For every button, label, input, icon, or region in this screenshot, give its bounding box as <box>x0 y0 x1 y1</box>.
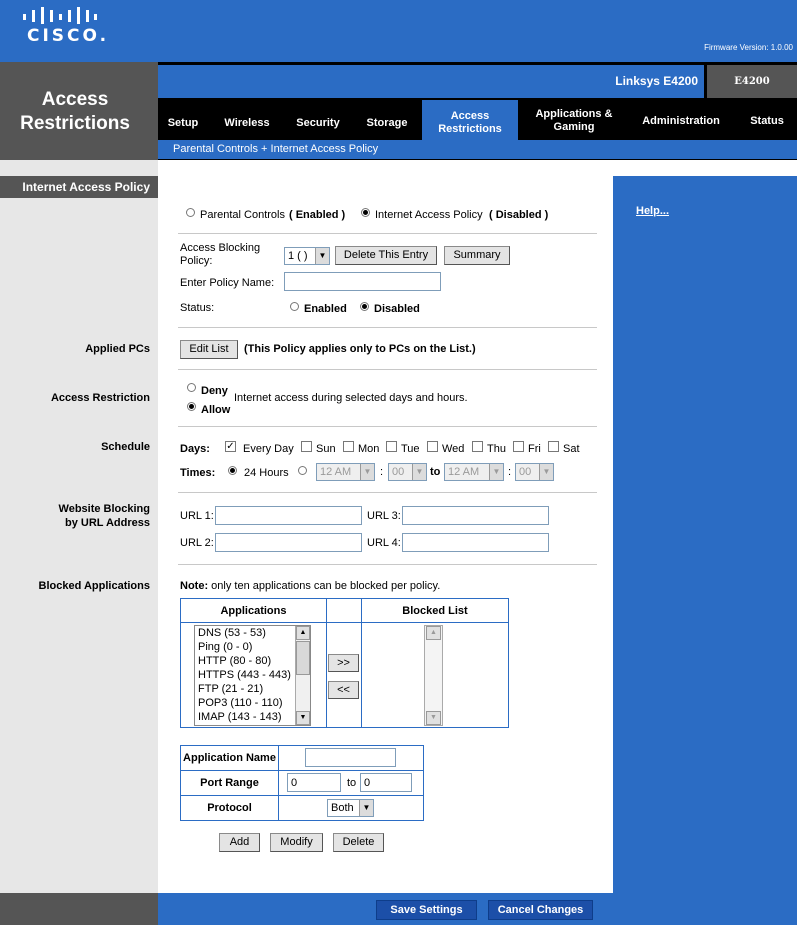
allow-label: Allow <box>201 404 231 416</box>
24-hours-label: 24 Hours <box>244 467 289 479</box>
to-hour-value: 12 AM <box>448 466 480 478</box>
url3-label: URL 3: <box>367 510 401 522</box>
model-code: E4200 <box>707 65 797 98</box>
url1-label: URL 1: <box>180 510 214 522</box>
add-to-blocked-button[interactable]: >> <box>328 654 359 672</box>
24-hours-radio[interactable] <box>228 466 237 475</box>
note-prefix: Note: <box>180 580 209 592</box>
chevron-down-icon: ▼ <box>315 248 329 264</box>
tab-storage[interactable]: Storage <box>366 116 408 129</box>
every-day-label: Every Day <box>243 443 294 455</box>
time-range-radio[interactable] <box>298 466 307 475</box>
access-blocking-policy-label-line2: Policy: <box>180 255 213 267</box>
blocked-list-scrollbar[interactable] <box>424 625 443 726</box>
scroll-up-icon[interactable]: ▲ <box>296 626 310 640</box>
fri-checkbox[interactable] <box>513 441 524 452</box>
access-blocking-policy-label-line1: Access Blocking <box>180 242 261 254</box>
status-enabled-label: Enabled <box>304 303 347 315</box>
divider <box>178 564 597 565</box>
thu-label: Thu <box>487 443 506 455</box>
mon-checkbox[interactable] <box>343 441 354 452</box>
blocked-list-header: Blocked List <box>402 605 468 617</box>
list-item[interactable]: FTP (21 - 21) <box>198 683 264 695</box>
access-blocking-policy-select[interactable] <box>284 247 330 265</box>
cisco-logo-text: CISCO. <box>27 26 110 46</box>
scroll-down-icon[interactable]: ▼ <box>426 711 441 725</box>
subnav-item-parental-internet[interactable]: Parental Controls + Internet Access Policy <box>173 143 379 155</box>
tab-administration[interactable]: Administration <box>642 114 720 127</box>
protocol-select[interactable] <box>327 799 374 817</box>
scrollbar-thumb[interactable] <box>296 641 310 675</box>
to-hour-select[interactable] <box>444 463 504 481</box>
application-name-input[interactable] <box>305 748 396 767</box>
applied-pcs-note: (This Policy applies only to PCs on the List.) <box>244 343 476 355</box>
table-divider <box>180 622 509 623</box>
applications-header: Applications <box>220 605 287 617</box>
wed-checkbox[interactable] <box>427 441 438 452</box>
tab-applications-gaming[interactable] <box>524 104 624 138</box>
remove-from-blocked-button[interactable]: << <box>328 681 359 699</box>
policy-name-label: Enter Policy Name: <box>180 277 275 289</box>
help-column <box>613 176 797 893</box>
port-range-label: Port Range <box>200 777 259 789</box>
status-label: Status: <box>180 302 215 314</box>
to-minute-select[interactable] <box>515 463 554 481</box>
footer-bar <box>158 893 797 925</box>
list-item[interactable]: Ping (0 - 0) <box>198 641 253 653</box>
access-restriction-text: Internet access during selected days and hours. <box>234 392 468 404</box>
deny-label: Deny <box>201 385 228 397</box>
sat-checkbox[interactable] <box>548 441 559 452</box>
internet-access-policy-state: ( Disabled ) <box>489 209 549 221</box>
divider <box>178 327 597 328</box>
time-colon: : <box>508 466 512 478</box>
sat-label: Sat <box>563 443 580 455</box>
section-title-line2: Restrictions <box>20 113 130 134</box>
chevron-down-icon: ▼ <box>539 464 553 480</box>
time-to-label: to <box>430 466 441 478</box>
protocol-value: Both <box>331 802 354 814</box>
tab-wireless[interactable]: Wireless <box>224 116 270 129</box>
to-minute-value: 00 <box>519 466 532 478</box>
list-item[interactable]: DNS (53 - 53) <box>198 627 266 639</box>
parental-controls-radio[interactable] <box>186 208 195 217</box>
chevron-down-icon: ▼ <box>412 464 426 480</box>
sun-label: Sun <box>316 443 336 455</box>
tab-applications-gaming-line2: Gaming <box>553 121 595 133</box>
port-end-input[interactable] <box>360 773 412 792</box>
help-link[interactable]: Help... <box>636 205 670 217</box>
thu-checkbox[interactable] <box>472 441 483 452</box>
right-column-top <box>613 160 797 176</box>
footer-left <box>0 893 158 925</box>
chevron-down-icon: ▼ <box>360 464 374 480</box>
every-day-checkbox[interactable]: ✓ <box>226 441 235 452</box>
left-section-label: Internet Access Policy <box>22 180 150 194</box>
status-disabled-radio[interactable] <box>360 302 369 311</box>
edit-list-button[interactable]: Edit List <box>180 340 238 359</box>
tue-checkbox[interactable] <box>386 441 397 452</box>
tab-setup[interactable]: Setup <box>167 116 199 129</box>
save-settings-button[interactable]: Save Settings <box>376 900 477 920</box>
table-divider <box>180 795 424 796</box>
list-item[interactable]: HTTPS (443 - 443) <box>198 669 291 681</box>
chevron-down-icon: ▼ <box>489 464 503 480</box>
cancel-changes-button[interactable]: Cancel Changes <box>488 900 593 920</box>
url3-input[interactable] <box>402 506 549 525</box>
policy-name-input[interactable] <box>284 272 441 291</box>
website-blocking-label-line1: Website Blocking <box>58 503 150 515</box>
fri-label: Fri <box>528 443 541 455</box>
deny-radio[interactable] <box>187 383 196 392</box>
tue-label: Tue <box>401 443 420 455</box>
from-minute-value: 00 <box>392 466 405 478</box>
delete-entry-button[interactable]: Delete This Entry <box>335 246 437 265</box>
mon-label: Mon <box>358 443 380 455</box>
url2-label: URL 2: <box>180 537 214 549</box>
tab-access-restrictions-line1: Access <box>450 110 490 122</box>
divider <box>178 426 597 427</box>
url2-input[interactable] <box>215 533 362 552</box>
table-divider <box>326 598 327 728</box>
access-blocking-policy-value: 1 ( ) <box>288 250 308 262</box>
top-header <box>0 0 797 62</box>
blocked-applications-label: Blocked Applications <box>38 580 150 592</box>
table-divider <box>180 770 424 771</box>
website-blocking-label-line2: by URL Address <box>65 517 150 529</box>
table-divider <box>278 745 279 821</box>
parental-controls-label: Parental Controls <box>200 209 285 221</box>
from-hour-value: 12 AM <box>320 466 352 478</box>
time-colon: : <box>380 466 384 478</box>
application-name-label: Application Name <box>183 752 276 764</box>
tab-access-restrictions-line2: Restrictions <box>438 123 502 135</box>
cisco-logo-icon <box>22 6 98 24</box>
sun-checkbox[interactable] <box>301 441 312 452</box>
protocol-label: Protocol <box>207 802 252 814</box>
divider <box>178 233 597 234</box>
tab-access-restrictions[interactable] <box>424 106 516 140</box>
firmware-version: Firmware Version: 1.0.00 <box>704 43 793 52</box>
list-item[interactable]: POP3 (110 - 110) <box>198 697 283 709</box>
list-item[interactable]: HTTP (80 - 80) <box>198 655 272 667</box>
model-name: Linksys E4200 <box>615 74 698 88</box>
port-start-input[interactable] <box>287 773 341 792</box>
modify-application-button[interactable]: Modify <box>270 833 323 852</box>
website-blocking-label <box>0 502 150 530</box>
times-label: Times: <box>180 467 216 479</box>
blocked-apps-note <box>180 580 440 592</box>
tab-security[interactable]: Security <box>296 116 340 129</box>
status-enabled-radio[interactable] <box>290 302 299 311</box>
tab-status[interactable]: Status <box>750 114 784 127</box>
access-restriction-label: Access Restriction <box>50 392 150 404</box>
url1-input[interactable] <box>215 506 362 525</box>
add-application-button[interactable]: Add <box>219 833 260 852</box>
section-title-line1: Access <box>41 89 109 110</box>
summary-button[interactable]: Summary <box>444 246 510 265</box>
scroll-up-icon[interactable]: ▲ <box>426 626 441 640</box>
schedule-label: Schedule <box>101 441 150 453</box>
delete-application-button[interactable]: Delete <box>333 833 384 852</box>
internet-access-policy-label: Internet Access Policy <box>375 209 483 221</box>
status-disabled-label: Disabled <box>374 303 420 315</box>
divider <box>178 369 597 370</box>
access-blocking-policy-label <box>180 242 260 268</box>
parental-controls-state: ( Enabled ) <box>289 209 346 221</box>
tab-applications-gaming-line1: Applications & <box>535 108 613 120</box>
allow-radio[interactable] <box>187 402 196 411</box>
table-divider <box>361 598 362 728</box>
list-item[interactable]: IMAP (143 - 143) <box>198 711 282 723</box>
from-minute-select[interactable] <box>388 463 427 481</box>
url4-input[interactable] <box>402 533 549 552</box>
port-to-label: to <box>347 777 357 789</box>
section-title <box>0 88 150 136</box>
applied-pcs-label: Applied PCs <box>85 343 150 355</box>
wed-label: Wed <box>442 443 465 455</box>
scroll-down-icon[interactable]: ▼ <box>296 711 310 725</box>
chevron-down-icon: ▼ <box>359 800 373 816</box>
note-text: only ten applications can be blocked per policy. <box>211 580 441 592</box>
days-label: Days: <box>180 443 210 455</box>
applications-list[interactable] <box>194 625 311 726</box>
divider <box>178 492 597 493</box>
applications-scrollbar[interactable] <box>295 626 310 725</box>
from-hour-select[interactable] <box>316 463 375 481</box>
url4-label: URL 4: <box>367 537 401 549</box>
internet-access-policy-radio[interactable] <box>361 208 370 217</box>
